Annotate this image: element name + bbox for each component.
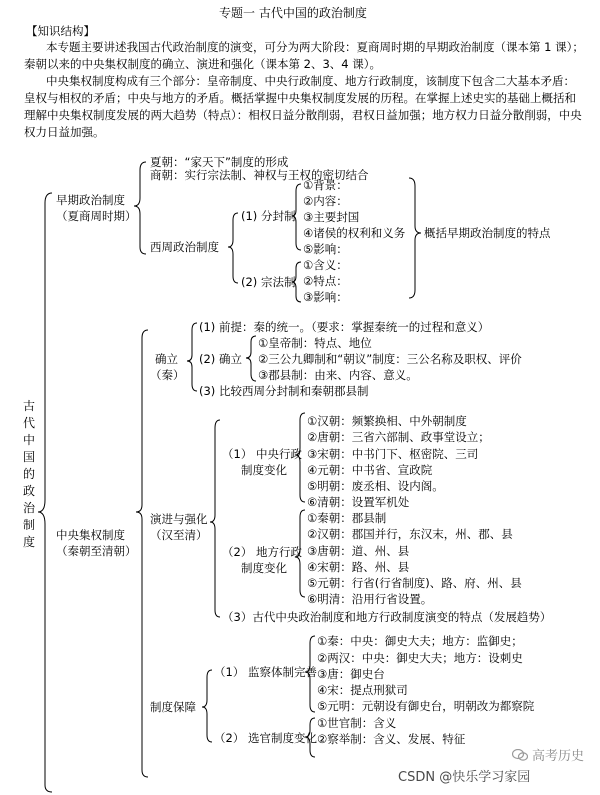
csdn-watermark: CSDN @快乐学习家园 (398, 770, 531, 785)
local-admin-item: ③唐朝：道、州、县 (307, 544, 410, 558)
root-brace (38, 193, 52, 792)
early-summary: 概括早期政治制度的特点 (424, 226, 551, 240)
root-label: 古代中国的政治制度 (22, 399, 35, 549)
yanjin-item-3: （3）古代中央政治制度和地方行政制度演变的特点（发展趋势） (222, 610, 552, 624)
early-label: 早期政治制度 (56, 193, 125, 207)
fenfeng-item: ②内容： (303, 194, 348, 208)
queli-brace (187, 323, 197, 391)
central-brace (136, 330, 148, 777)
central-admin-item: ④元朝：中书省、宣政院 (307, 463, 433, 477)
zongfa-item: ②特点： (303, 274, 348, 288)
queli-sub: （秦） (150, 368, 185, 382)
queli-subitem: ①皇帝制：特点、地位 (258, 336, 372, 350)
fenfeng-item: ⑤影响： (303, 242, 348, 256)
xizhou-label: 西周政治制度 (150, 240, 219, 254)
local-admin-label-2: 制度变化 (241, 561, 287, 575)
xizhou-brace (228, 213, 238, 283)
jiancha-item: ④宋：提点刑狱司 (317, 683, 408, 697)
wechat-icon (512, 749, 528, 761)
queli-item-3: (3) 比较西周分封制和秦朝郡县制 (199, 384, 369, 398)
central-admin-item: ⑤明朝：废丞相、设内阁。 (307, 479, 444, 493)
wechat-watermark (512, 745, 584, 764)
zongfa-item: ①含义： (303, 258, 348, 272)
central-admin-item: ⑥清朝：设置军机处 (307, 495, 410, 509)
zongfa-item: ③影响： (303, 290, 348, 304)
baozhang-label: 制度保障 (150, 700, 196, 714)
intro-paragraph-1: 本专题主要讲述我国古代政治制度的演变，可分为两大阶段：夏商周时期的早期政治制度（课本第 1 课）；秦朝以来的中央集权制度的确立、演进和强化（课本第 2、3、4 课）。 (24, 40, 584, 71)
queli-sub-brace (246, 336, 256, 381)
early-sub: （夏商周时期） (56, 209, 137, 223)
jiancha-item: ②两汉：中央：御史大夫；地方：设刺史 (317, 651, 523, 665)
local-admin-label: （2） 地方行政 (222, 545, 302, 559)
central-admin-item: ③宋朝：中书门下、枢密院、三司 (307, 447, 479, 461)
queli-label: 确立 (155, 352, 178, 366)
queli-subitem: ②三公九卿制和“朝议”制度：三公名称及职权、评价 (258, 352, 522, 366)
page-title: 专题一 古代中国的政治制度 (219, 6, 367, 20)
intro-paragraph-2: 中央集权制度构成有三个部分：皇帝制度、中央行政制度、地方行政制度，该制度下包含二大基本矛盾：皇权与相权的矛盾；中央与地方的矛盾。概括掌握中央集权制度发展的历程。在掌握上述史实的基础上概括和理解中央集权制度发展的两大趋势（特点）：相权日益分散削弱，君权日益加强；地方权力日益分散削弱，中央权力日益加强。 (24, 74, 582, 139)
zongfa-label: (2) 宗法制 (241, 275, 296, 289)
yanjin-sub: （汉至清） (150, 528, 208, 542)
queli-item-1: (1) 前提：秦的统一。（要求：掌握秦统一的过程和意义） (199, 320, 490, 334)
wechat-watermark-text: 高考历史 (532, 749, 585, 764)
yanjin-label: 演进与强化 (150, 512, 208, 526)
summary-brace (409, 178, 421, 298)
local-admin-item: ①秦朝：郡县制 (307, 511, 387, 525)
fenfeng-item: ①背景： (303, 178, 348, 192)
jiancha-label: （1） 监察体制完善 (214, 665, 317, 679)
fenfeng-item: ④诸侯的权利和义务 (303, 226, 406, 240)
local-admin-item: ④宋朝：路、州、县 (307, 560, 410, 574)
section-label: 【知识结构】 (26, 24, 95, 38)
xuanguan-item: ①世官制：含义 (317, 716, 397, 730)
fenfeng-label: (1) 分封制 (241, 209, 296, 223)
local-admin-item: ⑤元朝：行省(行省制度)、路、府、州、县 (307, 576, 522, 590)
xia-line: 夏朝：“家天下”制度的形成 (150, 155, 289, 169)
queli-item-2: (2) 确立 (199, 352, 242, 366)
local-admin-item: ⑥明清：沿用行省设置。 (307, 592, 433, 606)
local-admin-item: ②汉朝：郡国并行，东汉末，州、郡、县 (307, 527, 513, 541)
shang-line-text: 商朝：实行宗法制、神权与王权的密切结合 (150, 168, 369, 182)
jiancha-item: ③唐：御史台 (317, 667, 385, 681)
jiancha-item: ①秦：中央：御史大夫；地方：监御史； (317, 634, 523, 648)
xuanguan-item: ②察举制：含义、发展、特征 (317, 732, 466, 746)
central-label: 中央集权制度 (56, 528, 125, 542)
central-sub: （秦朝至清朝） (56, 544, 137, 558)
central-admin-label: （1） 中央行政 (222, 447, 302, 461)
jiancha-item: ⑤元明：元朝设有御史台，明朝改为都察院 (317, 699, 535, 713)
baozhang-brace (202, 670, 212, 742)
central-admin-label-2: 制度变化 (241, 463, 287, 477)
queli-subitem: ③郡县制：由来、内容、意义。 (258, 368, 418, 382)
yanjin-brace (210, 420, 220, 617)
central-admin-item: ②唐朝：三省六部制、政事堂设立； (307, 430, 490, 444)
fenfeng-item: ③主要封国 (303, 210, 360, 224)
central-admin-item: ①汉朝：频繁换相、中外朝制度 (307, 414, 467, 428)
xuanguan-label: （2） 选官制度变化 (214, 731, 317, 745)
early-brace (134, 162, 146, 254)
